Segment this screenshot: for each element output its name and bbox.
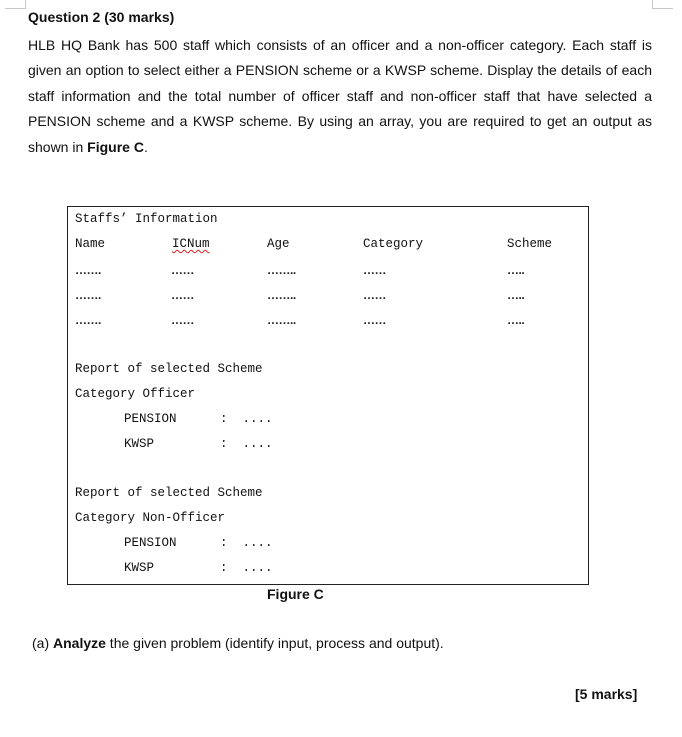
task-keyword: Analyze <box>53 635 106 651</box>
question-text-end: . <box>143 138 148 155</box>
page-corner-mark-left <box>5 0 26 9</box>
figure-reference: Figure C <box>87 138 144 155</box>
question-paragraph <box>28 33 652 160</box>
row-1-age: …….. <box>267 263 296 277</box>
non-officer-pension-label: PENSION <box>124 536 177 550</box>
marks-label: [5 marks] <box>575 686 638 702</box>
page-corner-mark-right <box>652 0 673 9</box>
column-header-name: Name <box>75 237 106 251</box>
row-1-icnum: …… <box>171 263 194 277</box>
report-non-officer-category: Category Non-Officer <box>75 511 226 525</box>
figure-c-box <box>67 206 589 585</box>
row-2-category: …… <box>363 288 386 302</box>
question-heading: Question 2 (30 marks) <box>28 9 175 25</box>
row-3-name: ……. <box>75 313 101 327</box>
report-officer-category: Category Officer <box>75 387 196 401</box>
row-2-icnum: …… <box>171 288 194 302</box>
row-3-age: …….. <box>267 313 296 327</box>
column-header-age: Age <box>267 237 290 251</box>
non-officer-kwsp-label: KWSP <box>124 561 155 575</box>
row-1-scheme: ….. <box>507 263 525 277</box>
officer-kwsp-value: : .... <box>220 437 273 451</box>
row-1-category: …… <box>363 263 386 277</box>
non-officer-pension-value: : .... <box>220 536 273 550</box>
task-prefix: (a) <box>32 635 53 651</box>
row-2-scheme: ….. <box>507 288 525 302</box>
report-non-officer-title: Report of selected Scheme <box>75 486 263 500</box>
task-a <box>32 635 444 651</box>
row-2-age: …….. <box>267 288 296 302</box>
officer-pension-value: : .... <box>220 412 273 426</box>
non-officer-kwsp-value: : .... <box>220 561 273 575</box>
row-1-name: ……. <box>75 263 101 277</box>
officer-kwsp-label: KWSP <box>124 437 155 451</box>
figure-title: Staffs’ Information <box>75 212 218 226</box>
report-officer-title: Report of selected Scheme <box>75 362 263 376</box>
column-header-scheme: Scheme <box>507 237 553 251</box>
column-header-icnum: ICNum <box>172 237 210 251</box>
officer-pension-label: PENSION <box>124 412 177 426</box>
figure-caption: Figure C <box>267 586 324 602</box>
question-text: HLB HQ Bank has 500 staff which consists of an officer and a non-officer category. Each staff is given an option to select either a PENSION scheme or a KWSP scheme. Display the details of each staff information and the total number of officer staff and non-officer staff that have selected a PENSION scheme and a KWSP scheme. By using an array, you are required to get an output as shown in <box>28 37 652 155</box>
row-2-name: ……. <box>75 288 101 302</box>
task-text: the given problem (identify input, process and output). <box>105 635 444 651</box>
row-3-icnum: …… <box>171 313 194 327</box>
row-3-scheme: ….. <box>507 313 525 327</box>
row-3-category: …… <box>363 313 386 327</box>
column-header-category: Category <box>363 237 424 251</box>
